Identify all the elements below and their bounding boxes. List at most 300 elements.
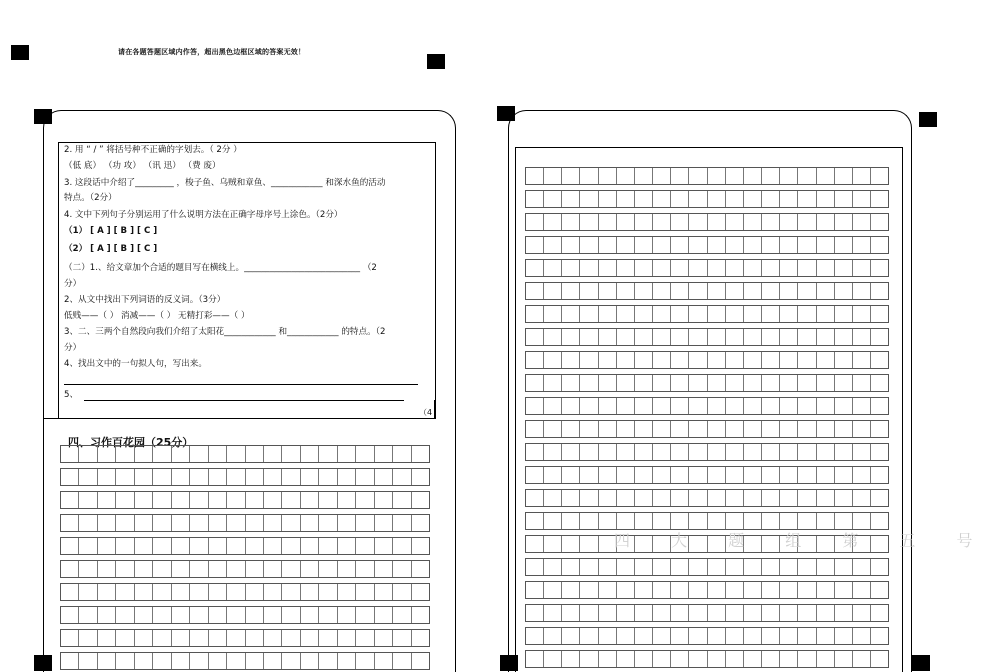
grid-cell[interactable] — [635, 421, 653, 437]
grid-cell[interactable] — [835, 168, 853, 184]
grid-cell[interactable] — [708, 444, 726, 460]
grid-cell[interactable] — [79, 561, 97, 577]
grid-cell[interactable] — [617, 283, 635, 299]
grid-cell[interactable] — [98, 446, 116, 462]
grid-cell[interactable] — [79, 584, 97, 600]
grid-cell[interactable] — [871, 260, 888, 276]
grid-cell[interactable] — [246, 446, 264, 462]
grid-cell[interactable] — [356, 538, 374, 554]
grid-cell[interactable] — [319, 446, 337, 462]
grid-cell[interactable] — [526, 352, 544, 368]
grid-cell[interactable] — [689, 605, 707, 621]
grid-cell[interactable] — [635, 306, 653, 322]
grid-cell[interactable] — [853, 191, 871, 207]
grid-cell[interactable] — [580, 237, 598, 253]
grid-cell[interactable] — [835, 513, 853, 529]
grid-cell[interactable] — [544, 444, 562, 460]
grid-cell[interactable] — [599, 168, 617, 184]
grid-cell[interactable] — [246, 469, 264, 485]
grid-cell[interactable] — [871, 352, 888, 368]
grid-cell[interactable] — [319, 630, 337, 646]
grid-cell[interactable] — [817, 559, 835, 575]
grid-cell[interactable] — [744, 352, 762, 368]
grid-cell[interactable] — [562, 260, 580, 276]
grid-cell[interactable] — [817, 214, 835, 230]
grid-cell[interactable] — [544, 329, 562, 345]
grid-cell[interactable] — [653, 559, 671, 575]
grid-cell[interactable] — [580, 306, 598, 322]
grid-cell[interactable] — [562, 490, 580, 506]
grid-cell[interactable] — [412, 538, 429, 554]
grid-cell[interactable] — [798, 237, 816, 253]
grid-cell[interactable] — [653, 306, 671, 322]
grid-cell[interactable] — [79, 607, 97, 623]
grid-cell[interactable] — [708, 490, 726, 506]
grid-cell[interactable] — [744, 467, 762, 483]
grid-cell[interactable] — [153, 469, 171, 485]
grid-cell[interactable] — [338, 630, 356, 646]
grid-cell[interactable] — [871, 582, 888, 598]
grid-cell[interactable] — [562, 628, 580, 644]
grid-cell[interactable] — [526, 490, 544, 506]
grid-cell[interactable] — [526, 191, 544, 207]
grid-cell[interactable] — [635, 651, 653, 667]
grid-cell[interactable] — [708, 329, 726, 345]
grid-cell[interactable] — [526, 628, 544, 644]
grid-cell[interactable] — [635, 398, 653, 414]
grid-cell[interactable] — [708, 651, 726, 667]
grid-cell[interactable] — [635, 283, 653, 299]
grid-cell[interactable] — [246, 584, 264, 600]
grid-cell[interactable] — [61, 584, 79, 600]
grid-cell[interactable] — [319, 492, 337, 508]
grid-cell[interactable] — [871, 237, 888, 253]
grid-cell[interactable] — [635, 559, 653, 575]
grid-cell[interactable] — [544, 260, 562, 276]
grid-cell[interactable] — [172, 607, 190, 623]
grid-cell[interactable] — [671, 375, 689, 391]
grid-cell[interactable] — [744, 559, 762, 575]
grid-cell[interactable] — [190, 607, 208, 623]
grid-cell[interactable] — [617, 398, 635, 414]
grid-cell[interactable] — [762, 605, 780, 621]
grid-cell[interactable] — [599, 490, 617, 506]
grid-cell[interactable] — [744, 582, 762, 598]
grid-cell[interactable] — [246, 561, 264, 577]
grid-cell[interactable] — [853, 214, 871, 230]
grid-cell[interactable] — [190, 469, 208, 485]
grid-cell[interactable] — [599, 398, 617, 414]
grid-cell[interactable] — [853, 168, 871, 184]
grid-cell[interactable] — [708, 559, 726, 575]
grid-cell[interactable] — [580, 536, 598, 552]
grid-cell[interactable] — [135, 492, 153, 508]
grid-cell[interactable] — [544, 628, 562, 644]
grid-cell[interactable] — [689, 559, 707, 575]
grid-cell[interactable] — [599, 421, 617, 437]
grid-cell[interactable] — [708, 421, 726, 437]
grid-cell[interactable] — [544, 513, 562, 529]
grid-cell[interactable] — [635, 329, 653, 345]
grid-cell[interactable] — [762, 352, 780, 368]
grid-cell[interactable] — [264, 492, 282, 508]
grid-cell[interactable] — [61, 607, 79, 623]
grid-cell[interactable] — [835, 421, 853, 437]
grid-cell[interactable] — [762, 329, 780, 345]
grid-cell[interactable] — [762, 467, 780, 483]
grid-cell[interactable] — [209, 492, 227, 508]
grid-cell[interactable] — [853, 329, 871, 345]
grid-cell[interactable] — [562, 559, 580, 575]
grid-cell[interactable] — [798, 651, 816, 667]
grid-cell[interactable] — [599, 605, 617, 621]
grid-cell[interactable] — [817, 306, 835, 322]
grid-cell[interactable] — [871, 490, 888, 506]
grid-cell[interactable] — [190, 561, 208, 577]
grid-cell[interactable] — [61, 446, 79, 462]
grid-cell[interactable] — [227, 469, 245, 485]
grid-cell[interactable] — [689, 214, 707, 230]
grid-cell[interactable] — [580, 582, 598, 598]
grid-cell[interactable] — [209, 607, 227, 623]
grid-cell[interactable] — [412, 515, 429, 531]
grid-cell[interactable] — [780, 421, 798, 437]
grid-cell[interactable] — [227, 515, 245, 531]
grid-cell[interactable] — [526, 283, 544, 299]
grid-cell[interactable] — [617, 421, 635, 437]
grid-cell[interactable] — [153, 515, 171, 531]
grid-cell[interactable] — [246, 538, 264, 554]
grid-cell[interactable] — [835, 283, 853, 299]
grid-cell[interactable] — [653, 628, 671, 644]
grid-cell[interactable] — [835, 628, 853, 644]
grid-cell[interactable] — [61, 653, 79, 669]
grid-cell[interactable] — [116, 469, 134, 485]
grid-cell[interactable] — [853, 260, 871, 276]
grid-cell[interactable] — [708, 283, 726, 299]
grid-cell[interactable] — [617, 605, 635, 621]
grid-cell[interactable] — [526, 651, 544, 667]
grid-cell[interactable] — [338, 446, 356, 462]
grid-cell[interactable] — [172, 446, 190, 462]
grid-cell[interactable] — [762, 375, 780, 391]
grid-cell[interactable] — [835, 329, 853, 345]
grid-cell[interactable] — [762, 191, 780, 207]
grid-cell[interactable] — [319, 607, 337, 623]
grid-cell[interactable] — [744, 306, 762, 322]
grid-cell[interactable] — [338, 469, 356, 485]
grid-cell[interactable] — [617, 444, 635, 460]
grid-cell[interactable] — [301, 584, 319, 600]
grid-cell[interactable] — [544, 490, 562, 506]
grid-cell[interactable] — [835, 559, 853, 575]
grid-cell[interactable] — [79, 630, 97, 646]
grid-cell[interactable] — [726, 490, 744, 506]
grid-cell[interactable] — [98, 469, 116, 485]
grid-cell[interactable] — [375, 446, 393, 462]
grid-cell[interactable] — [780, 467, 798, 483]
grid-cell[interactable] — [338, 515, 356, 531]
grid-cell[interactable] — [375, 469, 393, 485]
grid-cell[interactable] — [227, 561, 245, 577]
grid-cell[interactable] — [689, 421, 707, 437]
grid-cell[interactable] — [153, 607, 171, 623]
grid-cell[interactable] — [562, 168, 580, 184]
grid-cell[interactable] — [544, 283, 562, 299]
grid-cell[interactable] — [726, 628, 744, 644]
grid-cell[interactable] — [708, 306, 726, 322]
grid-cell[interactable] — [671, 582, 689, 598]
grid-cell[interactable] — [319, 469, 337, 485]
grid-cell[interactable] — [671, 191, 689, 207]
grid-cell[interactable] — [689, 398, 707, 414]
grid-cell[interactable] — [301, 538, 319, 554]
grid-cell[interactable] — [798, 191, 816, 207]
grid-cell[interactable] — [338, 653, 356, 669]
grid-cell[interactable] — [562, 237, 580, 253]
grid-cell[interactable] — [762, 513, 780, 529]
grid-cell[interactable] — [116, 538, 134, 554]
grid-cell[interactable] — [375, 561, 393, 577]
grid-cell[interactable] — [544, 191, 562, 207]
grid-cell[interactable] — [356, 492, 374, 508]
grid-cell[interactable] — [319, 538, 337, 554]
grid-cell[interactable] — [617, 191, 635, 207]
grid-cell[interactable] — [412, 607, 429, 623]
grid-cell[interactable] — [653, 444, 671, 460]
grid-cell[interactable] — [689, 467, 707, 483]
grid-cell[interactable] — [562, 191, 580, 207]
grid-cell[interactable] — [599, 582, 617, 598]
grid-cell[interactable] — [871, 283, 888, 299]
grid-cell[interactable] — [580, 651, 598, 667]
grid-cell[interactable] — [726, 352, 744, 368]
grid-cell[interactable] — [562, 421, 580, 437]
grid-cell[interactable] — [209, 561, 227, 577]
grid-cell[interactable] — [798, 168, 816, 184]
grid-cell[interactable] — [853, 559, 871, 575]
grid-cell[interactable] — [580, 421, 598, 437]
grid-cell[interactable] — [798, 467, 816, 483]
grid-cell[interactable] — [190, 446, 208, 462]
grid-cell[interactable] — [871, 651, 888, 667]
grid-cell[interactable] — [227, 653, 245, 669]
grid-cell[interactable] — [190, 630, 208, 646]
grid-cell[interactable] — [393, 653, 411, 669]
grid-cell[interactable] — [562, 651, 580, 667]
grid-cell[interactable] — [671, 651, 689, 667]
grid-cell[interactable] — [635, 490, 653, 506]
grid-cell[interactable] — [412, 561, 429, 577]
grid-cell[interactable] — [853, 651, 871, 667]
grid-cell[interactable] — [762, 651, 780, 667]
grid-cell[interactable] — [671, 628, 689, 644]
grid-cell[interactable] — [412, 446, 429, 462]
grid-cell[interactable] — [817, 490, 835, 506]
grid-cell[interactable] — [780, 628, 798, 644]
grid-cell[interactable] — [61, 492, 79, 508]
grid-cell[interactable] — [319, 515, 337, 531]
grid-cell[interactable] — [780, 398, 798, 414]
grid-cell[interactable] — [375, 538, 393, 554]
grid-cell[interactable] — [871, 444, 888, 460]
grid-cell[interactable] — [708, 260, 726, 276]
grid-cell[interactable] — [282, 607, 300, 623]
grid-cell[interactable] — [653, 260, 671, 276]
grid-cell[interactable] — [744, 605, 762, 621]
grid-cell[interactable] — [780, 214, 798, 230]
grid-cell[interactable] — [780, 260, 798, 276]
grid-cell[interactable] — [172, 653, 190, 669]
grid-cell[interactable] — [356, 630, 374, 646]
grid-cell[interactable] — [544, 605, 562, 621]
grid-cell[interactable] — [671, 214, 689, 230]
grid-cell[interactable] — [153, 561, 171, 577]
grid-cell[interactable] — [98, 584, 116, 600]
grid-cell[interactable] — [635, 582, 653, 598]
grid-cell[interactable] — [853, 421, 871, 437]
grid-cell[interactable] — [689, 651, 707, 667]
grid-cell[interactable] — [744, 628, 762, 644]
grid-cell[interactable] — [153, 630, 171, 646]
grid-cell[interactable] — [526, 260, 544, 276]
grid-cell[interactable] — [726, 375, 744, 391]
grid-cell[interactable] — [726, 283, 744, 299]
grid-cell[interactable] — [744, 444, 762, 460]
grid-cell[interactable] — [871, 605, 888, 621]
grid-cell[interactable] — [671, 490, 689, 506]
grid-cell[interactable] — [599, 191, 617, 207]
grid-cell[interactable] — [172, 515, 190, 531]
grid-cell[interactable] — [853, 398, 871, 414]
grid-cell[interactable] — [246, 515, 264, 531]
grid-cell[interactable] — [301, 561, 319, 577]
grid-cell[interactable] — [526, 398, 544, 414]
grid-cell[interactable] — [338, 607, 356, 623]
grid-cell[interactable] — [817, 467, 835, 483]
grid-cell[interactable] — [544, 237, 562, 253]
grid-cell[interactable] — [580, 467, 598, 483]
grid-cell[interactable] — [544, 306, 562, 322]
grid-cell[interactable] — [853, 605, 871, 621]
grid-cell[interactable] — [412, 469, 429, 485]
grid-cell[interactable] — [671, 513, 689, 529]
grid-cell[interactable] — [726, 605, 744, 621]
grid-cell[interactable] — [798, 329, 816, 345]
grid-cell[interactable] — [227, 630, 245, 646]
grid-cell[interactable] — [580, 398, 598, 414]
grid-cell[interactable] — [635, 352, 653, 368]
grid-cell[interactable] — [301, 630, 319, 646]
grid-cell[interactable] — [762, 306, 780, 322]
grid-cell[interactable] — [79, 653, 97, 669]
grid-cell[interactable] — [246, 653, 264, 669]
grid-cell[interactable] — [726, 444, 744, 460]
grid-cell[interactable] — [726, 168, 744, 184]
grid-cell[interactable] — [209, 515, 227, 531]
grid-cell[interactable] — [817, 421, 835, 437]
grid-cell[interactable] — [653, 283, 671, 299]
grid-cell[interactable] — [98, 607, 116, 623]
grid-cell[interactable] — [580, 605, 598, 621]
grid-cell[interactable] — [708, 628, 726, 644]
grid-cell[interactable] — [635, 628, 653, 644]
grid-cell[interactable] — [562, 536, 580, 552]
grid-cell[interactable] — [116, 630, 134, 646]
grid-cell[interactable] — [744, 283, 762, 299]
grid-cell[interactable] — [798, 352, 816, 368]
grid-cell[interactable] — [319, 653, 337, 669]
grid-cell[interactable] — [393, 469, 411, 485]
grid-cell[interactable] — [780, 605, 798, 621]
grid-cell[interactable] — [599, 306, 617, 322]
grid-cell[interactable] — [172, 538, 190, 554]
grid-cell[interactable] — [744, 490, 762, 506]
grid-cell[interactable] — [726, 329, 744, 345]
grid-cell[interactable] — [209, 446, 227, 462]
grid-cell[interactable] — [98, 653, 116, 669]
grid-cell[interactable] — [356, 515, 374, 531]
grid-cell[interactable] — [617, 168, 635, 184]
grid-cell[interactable] — [209, 584, 227, 600]
grid-cell[interactable] — [762, 237, 780, 253]
grid-cell[interactable] — [79, 469, 97, 485]
grid-cell[interactable] — [599, 628, 617, 644]
grid-cell[interactable] — [526, 214, 544, 230]
grid-cell[interactable] — [393, 446, 411, 462]
grid-cell[interactable] — [356, 607, 374, 623]
grid-cell[interactable] — [780, 237, 798, 253]
grid-cell[interactable] — [580, 352, 598, 368]
grid-cell[interactable] — [689, 283, 707, 299]
grid-cell[interactable] — [835, 398, 853, 414]
grid-cell[interactable] — [599, 513, 617, 529]
grid-cell[interactable] — [544, 168, 562, 184]
grid-cell[interactable] — [798, 421, 816, 437]
grid-cell[interactable] — [393, 538, 411, 554]
grid-cell[interactable] — [562, 214, 580, 230]
grid-cell[interactable] — [282, 446, 300, 462]
grid-cell[interactable] — [375, 653, 393, 669]
grid-cell[interactable] — [708, 352, 726, 368]
grid-cell[interactable] — [116, 561, 134, 577]
grid-cell[interactable] — [172, 492, 190, 508]
grid-cell[interactable] — [61, 538, 79, 554]
grid-cell[interactable] — [853, 352, 871, 368]
grid-cell[interactable] — [871, 214, 888, 230]
grid-cell[interactable] — [708, 605, 726, 621]
grid-cell[interactable] — [871, 467, 888, 483]
grid-cell[interactable] — [635, 214, 653, 230]
grid-cell[interactable] — [375, 584, 393, 600]
grid-cell[interactable] — [853, 306, 871, 322]
grid-cell[interactable] — [817, 352, 835, 368]
grid-cell[interactable] — [375, 492, 393, 508]
question-4-1-options[interactable]: （1） [ A ] [ B ] [ C ] — [64, 226, 158, 236]
grid-cell[interactable] — [635, 260, 653, 276]
grid-cell[interactable] — [172, 584, 190, 600]
grid-cell[interactable] — [319, 584, 337, 600]
grid-cell[interactable] — [744, 513, 762, 529]
grid-cell[interactable] — [817, 513, 835, 529]
grid-cell[interactable] — [135, 653, 153, 669]
grid-cell[interactable] — [562, 605, 580, 621]
grid-cell[interactable] — [356, 469, 374, 485]
grid-cell[interactable] — [153, 584, 171, 600]
grid-cell[interactable] — [264, 653, 282, 669]
grid-cell[interactable] — [526, 467, 544, 483]
grid-cell[interactable] — [780, 444, 798, 460]
